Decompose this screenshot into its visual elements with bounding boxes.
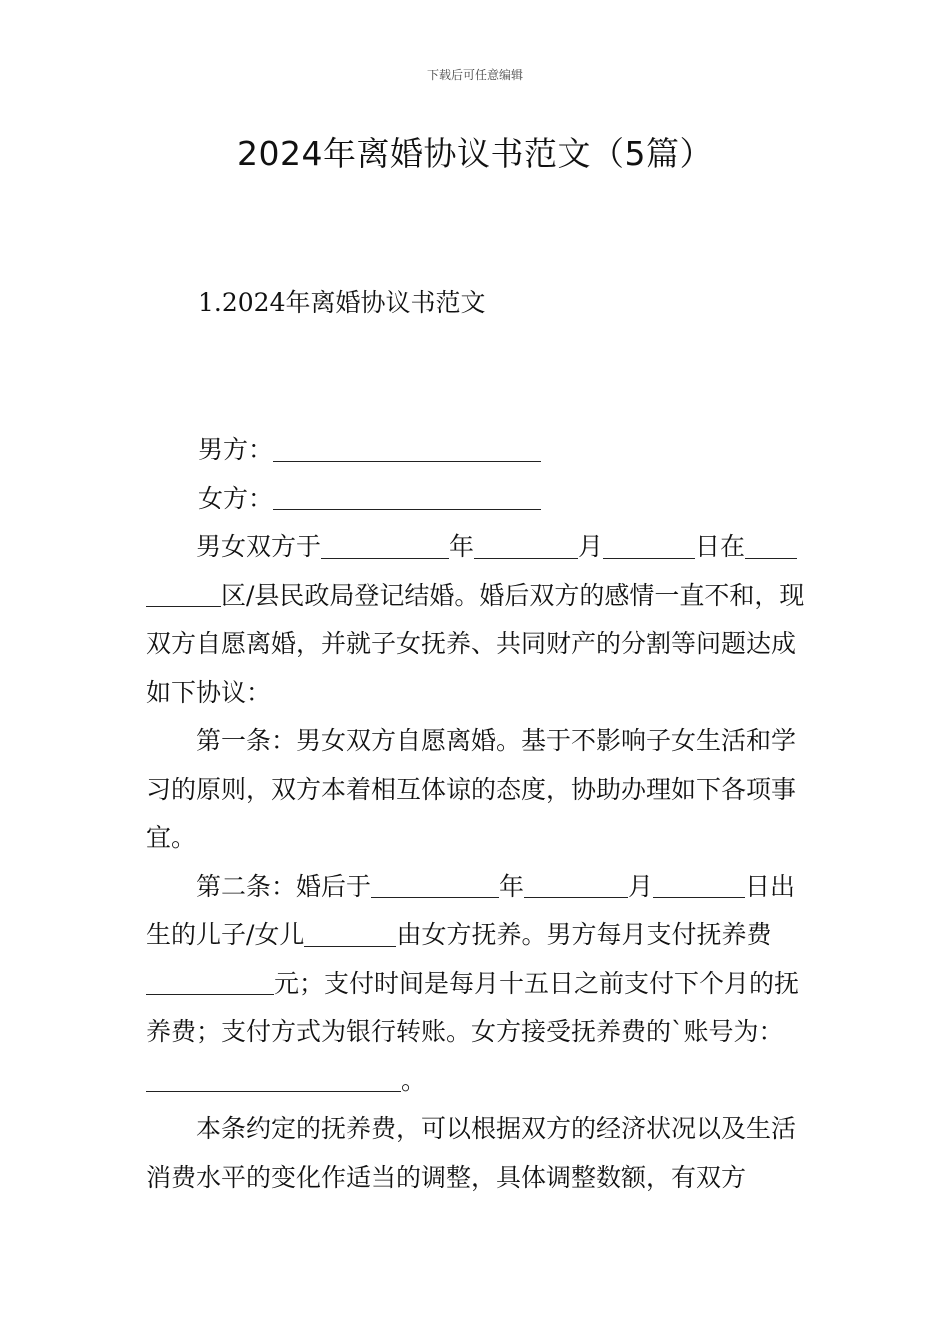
text-segment: 年 [449, 532, 475, 561]
support-amount-blank [146, 968, 274, 995]
text-segment: 日在 [695, 532, 746, 561]
header-note: 下载后可任意编辑 [426, 68, 523, 82]
male-label: 男方： [198, 435, 274, 464]
text-segment: 月 [628, 871, 654, 901]
text-segment: 年 [499, 871, 525, 901]
month-blank [474, 532, 578, 559]
male-name-blank [273, 435, 541, 462]
account-number-blank [146, 1065, 401, 1092]
text-segment: 男女双方于 [196, 532, 322, 561]
marriage-paragraph [146, 523, 808, 717]
child-name-blank [304, 920, 396, 947]
article-2 [146, 863, 808, 1106]
text-segment: 。 [401, 1065, 427, 1095]
document-title: 2024年离婚协议书范文（5篇） [237, 134, 713, 173]
text-segment: 由女方抚养。男方每月支付抚养费 [396, 920, 772, 949]
male-party-line [146, 426, 808, 475]
day-blank [603, 532, 695, 559]
female-label: 女方： [198, 483, 274, 513]
birth-day-blank [653, 871, 745, 898]
text-segment: 区/县民政局登记结婚。婚后双方的感情一直不和，现双方自愿离婚，并就子女抚养、共同财产的分割等问题达成如下协议： [146, 580, 805, 707]
birth-month-blank [524, 871, 628, 898]
district-blank-a [745, 532, 797, 559]
text-segment: 第二条：婚后于 [196, 871, 372, 901]
year-blank [321, 532, 449, 559]
article-1: 第一条：男女双方自愿离婚。基于不影响子女生活和学习的原则，双方本着相互体谅的态度，协助办理如下各项事宜。 [146, 726, 797, 852]
birth-year-blank [371, 871, 499, 898]
adjustment-paragraph: 本条约定的抚养费，可以根据双方的经济状况以及生活消费水平的变化作适当的调整，具体调整数额，有双方 [146, 1114, 797, 1192]
female-party-line [146, 475, 808, 524]
district-blank-b [146, 580, 221, 607]
section-title: 1.2024年离婚协议书范文 [198, 288, 486, 317]
text-segment: 月 [578, 532, 604, 561]
text-segment: 日出生的儿子/女儿 [146, 871, 796, 949]
text-segment: 元；支付时间是每月十五日之前支付下个月的抚养费；支付方式为银行转账。女方接受抚养费的`账号为： [146, 968, 800, 1046]
document-body [146, 426, 808, 1202]
female-name-blank [273, 483, 541, 510]
